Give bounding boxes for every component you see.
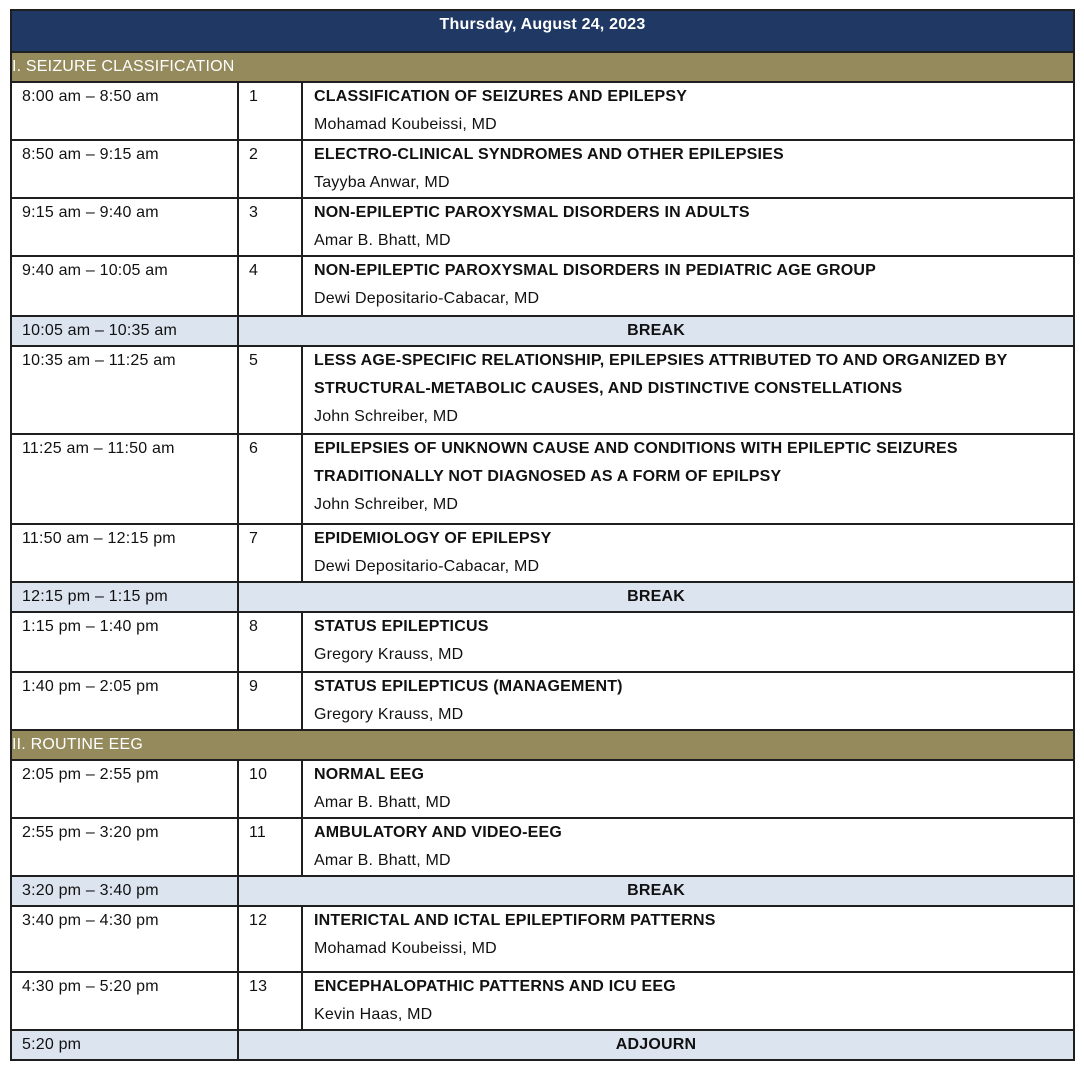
session-time: 3:40 pm – 4:30 pm — [11, 906, 238, 972]
session-speaker: Amar B. Bhatt, MD — [314, 232, 451, 249]
session-row — [11, 434, 1074, 524]
schedule-table — [10, 9, 1075, 1061]
session-number: 2 — [238, 140, 302, 198]
session-row — [11, 82, 1074, 140]
section-label: I. SEIZURE CLASSIFICATION — [11, 52, 1074, 82]
session-title: NORMAL EEG — [314, 766, 425, 783]
session-title: STATUS EPILEPTICUS — [314, 618, 489, 635]
session-speaker: Mohamad Koubeissi, MD — [314, 116, 497, 133]
break-label: BREAK — [238, 876, 1074, 906]
session-number: 1 — [238, 82, 302, 140]
session-content — [302, 524, 1074, 582]
session-title: INTERICTAL AND ICTAL EPILEPTIFORM PATTERNS — [314, 912, 716, 929]
session-row — [11, 256, 1074, 316]
session-title: NON-EPILEPTIC PAROXYSMAL DISORDERS IN ADULTS — [314, 204, 750, 221]
session-speaker: Gregory Krauss, MD — [314, 646, 464, 663]
session-speaker: Kevin Haas, MD — [314, 1006, 433, 1023]
session-time: 10:35 am – 11:25 am — [11, 346, 238, 434]
session-row — [11, 906, 1074, 972]
session-row — [11, 760, 1074, 818]
session-title: STATUS EPILEPTICUS (MANAGEMENT) — [314, 678, 623, 695]
session-title: CLASSIFICATION OF SEIZURES AND EPILEPSY — [314, 88, 688, 105]
session-time: 8:00 am – 8:50 am — [11, 82, 238, 140]
session-time: 2:55 pm – 3:20 pm — [11, 818, 238, 876]
break-row — [11, 316, 1074, 346]
session-number: 6 — [238, 434, 302, 524]
session-number: 13 — [238, 972, 302, 1030]
session-title: EPILEPSIES OF UNKNOWN CAUSE AND CONDITIONS WITH EPILEPTIC SEIZURES TRADITIONALLY NOT DIAGNOSED AS A FORM OF EPILPSY — [314, 440, 958, 485]
session-content — [302, 972, 1074, 1030]
session-speaker: Gregory Krauss, MD — [314, 706, 464, 723]
break-time: 10:05 am – 10:35 am — [11, 316, 238, 346]
session-speaker: Dewi Depositario-Cabacar, MD — [314, 558, 540, 575]
session-title: ENCEPHALOPATHIC PATTERNS AND ICU EEG — [314, 978, 676, 995]
session-number: 8 — [238, 612, 302, 672]
session-row — [11, 198, 1074, 256]
session-number: 12 — [238, 906, 302, 972]
session-row — [11, 524, 1074, 582]
session-number: 5 — [238, 346, 302, 434]
session-title: NON-EPILEPTIC PAROXYSMAL DISORDERS IN PEDIATRIC AGE GROUP — [314, 262, 876, 279]
session-row — [11, 672, 1074, 730]
session-time: 11:25 am – 11:50 am — [11, 434, 238, 524]
session-content — [302, 346, 1074, 434]
session-content — [302, 760, 1074, 818]
session-time: 1:40 pm – 2:05 pm — [11, 672, 238, 730]
session-row — [11, 612, 1074, 672]
session-number: 11 — [238, 818, 302, 876]
session-speaker: Amar B. Bhatt, MD — [314, 852, 451, 869]
session-number: 4 — [238, 256, 302, 316]
session-number: 10 — [238, 760, 302, 818]
session-row — [11, 346, 1074, 434]
session-number: 7 — [238, 524, 302, 582]
session-title: ELECTRO-CLINICAL SYNDROMES AND OTHER EPILEPSIES — [314, 146, 784, 163]
break-time: 12:15 pm – 1:15 pm — [11, 582, 238, 612]
page-title: Thursday, August 24, 2023 — [11, 10, 1074, 52]
session-content — [302, 82, 1074, 140]
session-title: AMBULATORY AND VIDEO-EEG — [314, 824, 563, 841]
session-content — [302, 906, 1074, 972]
session-content — [302, 672, 1074, 730]
session-row — [11, 972, 1074, 1030]
session-title: EPIDEMIOLOGY OF EPILEPSY — [314, 530, 552, 547]
break-label: ADJOURN — [238, 1030, 1074, 1060]
session-speaker: John Schreiber, MD — [314, 496, 459, 513]
break-row — [11, 876, 1074, 906]
session-time: 11:50 am – 12:15 pm — [11, 524, 238, 582]
title-row — [11, 10, 1074, 52]
session-speaker: Dewi Depositario-Cabacar, MD — [314, 290, 540, 307]
session-speaker: Amar B. Bhatt, MD — [314, 794, 451, 811]
break-row — [11, 582, 1074, 612]
session-speaker: John Schreiber, MD — [314, 408, 459, 425]
session-row — [11, 818, 1074, 876]
session-time: 1:15 pm – 1:40 pm — [11, 612, 238, 672]
session-content — [302, 434, 1074, 524]
session-number: 3 — [238, 198, 302, 256]
session-time: 8:50 am – 9:15 am — [11, 140, 238, 198]
section-header-row — [11, 52, 1074, 82]
session-time: 9:40 am – 10:05 am — [11, 256, 238, 316]
break-time: 3:20 pm – 3:40 pm — [11, 876, 238, 906]
break-time: 5:20 pm — [11, 1030, 238, 1060]
session-row — [11, 140, 1074, 198]
session-title: LESS AGE-SPECIFIC RELATIONSHIP, EPILEPSIES ATTRIBUTED TO AND ORGANIZED BY STRUCTURAL-METABOLIC CAUSES, AND DISTINCTIVE CONSTELLATIONS — [314, 352, 1008, 397]
break-row — [11, 1030, 1074, 1060]
session-number: 9 — [238, 672, 302, 730]
session-content — [302, 140, 1074, 198]
break-label: BREAK — [238, 316, 1074, 346]
session-content — [302, 256, 1074, 316]
section-header-row — [11, 730, 1074, 760]
session-time: 4:30 pm – 5:20 pm — [11, 972, 238, 1030]
break-label: BREAK — [238, 582, 1074, 612]
session-speaker: Tayyba Anwar, MD — [314, 174, 450, 191]
session-content — [302, 198, 1074, 256]
session-speaker: Mohamad Koubeissi, MD — [314, 940, 497, 957]
session-content — [302, 612, 1074, 672]
session-time: 2:05 pm – 2:55 pm — [11, 760, 238, 818]
session-time: 9:15 am – 9:40 am — [11, 198, 238, 256]
session-content — [302, 818, 1074, 876]
section-label: II. ROUTINE EEG — [11, 730, 1074, 760]
